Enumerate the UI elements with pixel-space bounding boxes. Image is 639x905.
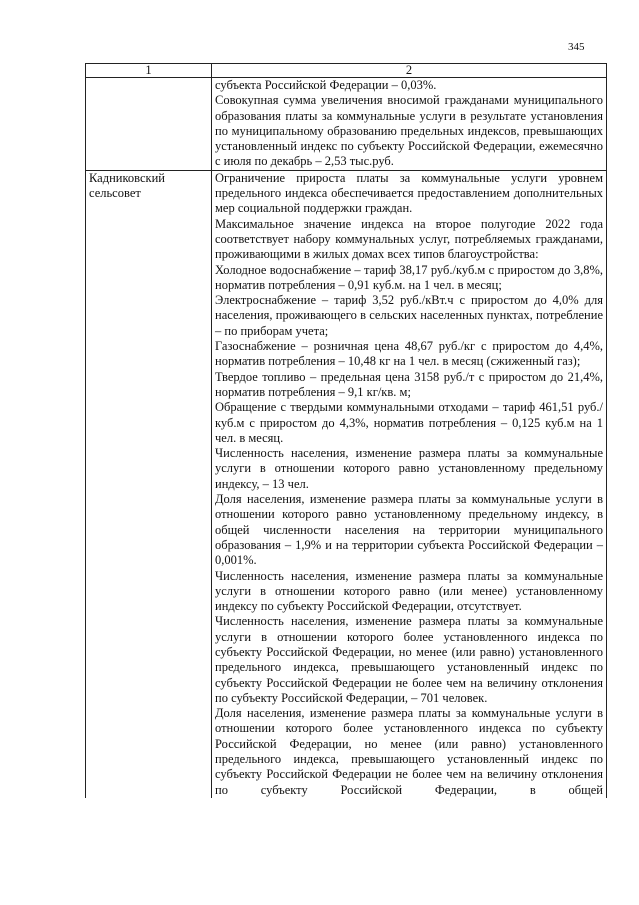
table-row — [86, 170, 607, 798]
page-number: 345 — [568, 41, 585, 53]
paragraph: Твердое топливо – предельная цена 3158 руб./т с приростом до 21,4%, норматив потребления – 9,1 кг/кв. м; — [215, 369, 603, 399]
paragraph: Электроснабжение – тариф 3,52 руб./кВт.ч с приростом до 4,0% для населения, проживающего в сельских населенных пунктах, потребление – по приборам учета; — [215, 293, 603, 338]
paragraph: Обращение с твердыми коммунальными отходами – тариф 461,51 руб./куб.м с приростом до 4,3%, норматив потребления – 0,125 куб.м на 1 чел. в месяц. — [215, 400, 603, 445]
row-2-col-2 — [212, 170, 607, 798]
paragraph: Численность населения, изменение размера платы за коммунальные услуги в отношении которого более установленного индекса по субъекту Российской Федерации, но менее (или равно) установленного предельного индекса, превышающего установленный индекс по субъекту Российской Федерации не более чем на величину отклонения по субъекту Российской Федерации, – 701 человек. — [215, 614, 603, 705]
column-header-2: 2 — [212, 64, 607, 78]
table-header-row — [86, 64, 607, 78]
paragraph: Численность населения, изменение размера платы за коммунальные услуги в отношении которого равно (или менее) установленному индексу по субъекту Российской Федерации, отсутствует. — [215, 568, 603, 614]
paragraph: Максимальное значение индекса на второе полугодие 2022 года соответствует набору коммунальных услуг, потребляемых гражданами, проживающими в жилых домах всех типов благоустройства: — [215, 216, 603, 262]
column-header-1: 1 — [86, 64, 212, 78]
paragraph: Численность населения, изменение размера платы за коммунальные услуги в отношении которого равно установленному предельному индексу, – 13 чел. — [215, 446, 603, 491]
paragraph: субъекта Российской Федерации – 0,03%. — [215, 78, 437, 92]
paragraph: Совокупная сумма увеличения вносимой гражданами муниципального образования платы за коммунальные услуги в результате установления по муниципальному образованию предельных индексов, превышающих установленный индекс по субъекту Российской Федерации, ежемесячно с июля по декабрь – 2,53 тыс.руб. — [215, 93, 603, 169]
paragraph: Ограничение прироста платы за коммунальные услуги уровнем предельного индекса обеспечивается предоставлением дополнительных мер социальной поддержки граждан. — [215, 170, 603, 216]
paragraph: Газоснабжение – розничная цена 48,67 руб./кг с приростом до 4,4%, норматив потребления – 10,48 кг на 1 чел. в месяц (сжиженный газ); — [215, 339, 603, 369]
paragraph: Доля населения, изменение размера платы за коммунальные услуги в отношении которого равно установленному предельному индексу, в общей численности населения на территории муниципального образования – 1,9% и на территории субъекта Российской Федерации – 0,001%. — [215, 492, 603, 568]
row-1-col-1 — [86, 78, 212, 171]
row-1-col-2 — [212, 78, 607, 171]
document-table — [85, 63, 607, 798]
paragraph: Холодное водоснабжение – тариф 38,17 руб./куб.м с приростом до 3,8%, норматив потребления – 0,91 куб.м. на 1 чел. в месяц; — [215, 262, 603, 292]
row-2-col-1: Кадниковский сельсовет — [86, 170, 212, 798]
paragraph: Доля населения, изменение размера платы за коммунальные услуги в отношении которого более установленного индекса по субъекту Российской Федерации, но менее (или равно) установленного предельного индекса, превышающего установленный индекс по субъекту Российской Федерации не более чем на величину отклонения по субъекту Российской Федерации, в общей — [215, 706, 603, 797]
table-row — [86, 78, 607, 171]
